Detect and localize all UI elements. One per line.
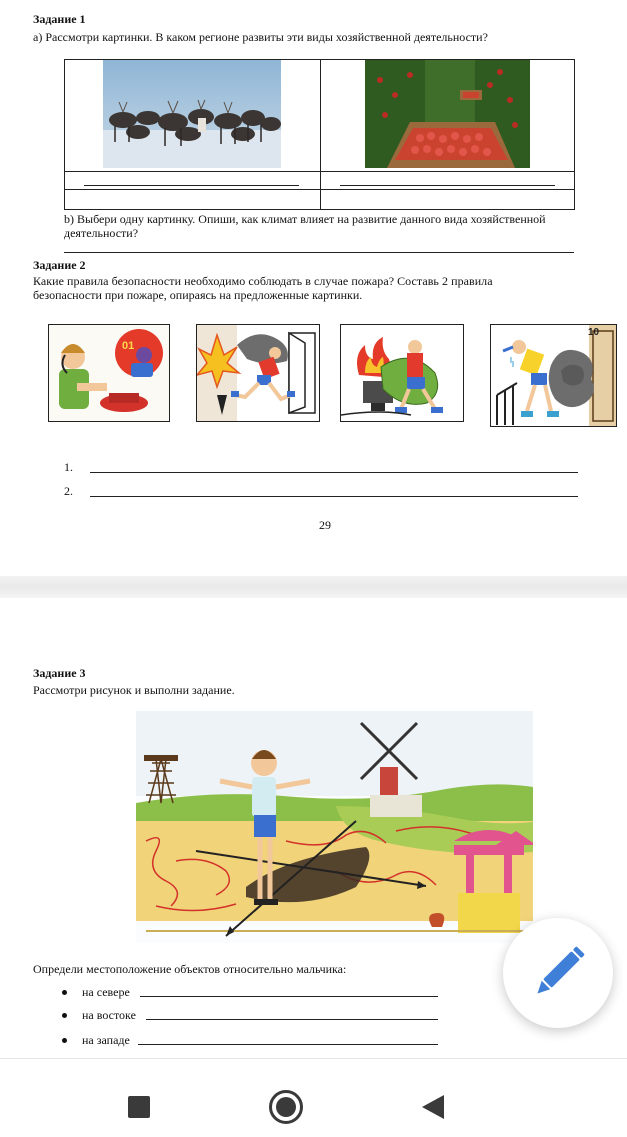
task1-title: Задание 1 xyxy=(33,12,86,26)
answer-line[interactable] xyxy=(84,185,299,186)
page-separator xyxy=(0,576,627,598)
smother-fire-picture xyxy=(340,324,464,422)
task3-prompt: Определи местоположение объектов относительно мальчика: xyxy=(33,962,347,976)
orientation-landscape-picture xyxy=(136,711,533,943)
triangle-back-icon[interactable] xyxy=(422,1095,444,1119)
answer-line-1[interactable] xyxy=(90,472,578,473)
bullet xyxy=(62,1013,67,1018)
answer-line[interactable] xyxy=(64,252,574,253)
door-number-label: 10 xyxy=(588,327,600,338)
answer-line-west[interactable] xyxy=(138,1044,438,1045)
pencil-icon xyxy=(503,918,613,1028)
task3-title: Задание 3 xyxy=(33,666,86,680)
bullet xyxy=(62,990,67,995)
apple-harvest-image xyxy=(365,60,530,168)
task2-title: Задание 2 xyxy=(33,258,86,272)
circle-home-icon[interactable] xyxy=(269,1090,303,1124)
answer-line-north[interactable] xyxy=(140,996,438,997)
square-recents-icon[interactable] xyxy=(128,1096,150,1118)
task3-instruction: Рассмотри рисунок и выполни задание. xyxy=(33,683,235,697)
task1-part-a: а) Рассмотри картинки. В каком регионе развиты эти виды хозяйственной деятельности? xyxy=(33,30,488,44)
direction-label-east: на востоке xyxy=(82,1008,136,1022)
task1-part-b: b) Выбери одну картинку. Опиши, как климат влияет на развитие данного вида хозяйственной xyxy=(64,212,546,226)
task2-question: Какие правила безопасности необходимо соблюдать в случае пожара? Составь 2 правила xyxy=(33,274,493,288)
bullet xyxy=(62,1038,67,1043)
answer-line-east[interactable] xyxy=(146,1019,438,1020)
answer-number: 1. xyxy=(64,460,73,474)
phone-call-picture xyxy=(48,324,170,422)
direction-label-west: на западе xyxy=(82,1033,130,1047)
system-navigation-bar xyxy=(0,1058,627,1137)
task1-part-b-cont: деятельности? xyxy=(64,226,139,240)
smoke-escape-picture xyxy=(490,324,617,427)
direction-label-north: на севере xyxy=(82,985,130,999)
answer-number: 2. xyxy=(64,484,73,498)
answer-line[interactable] xyxy=(340,185,555,186)
task2-question-cont: безопасности при пожаре, опираясь на предложенные картинки. xyxy=(33,288,363,302)
page-number: 29 xyxy=(319,518,331,532)
answer-line-2[interactable] xyxy=(90,496,578,497)
phone-number-label: 01 xyxy=(122,340,135,352)
edit-fab-button[interactable] xyxy=(503,918,613,1028)
escape-fire-picture xyxy=(196,324,320,422)
reindeer-herd-image xyxy=(103,60,281,168)
